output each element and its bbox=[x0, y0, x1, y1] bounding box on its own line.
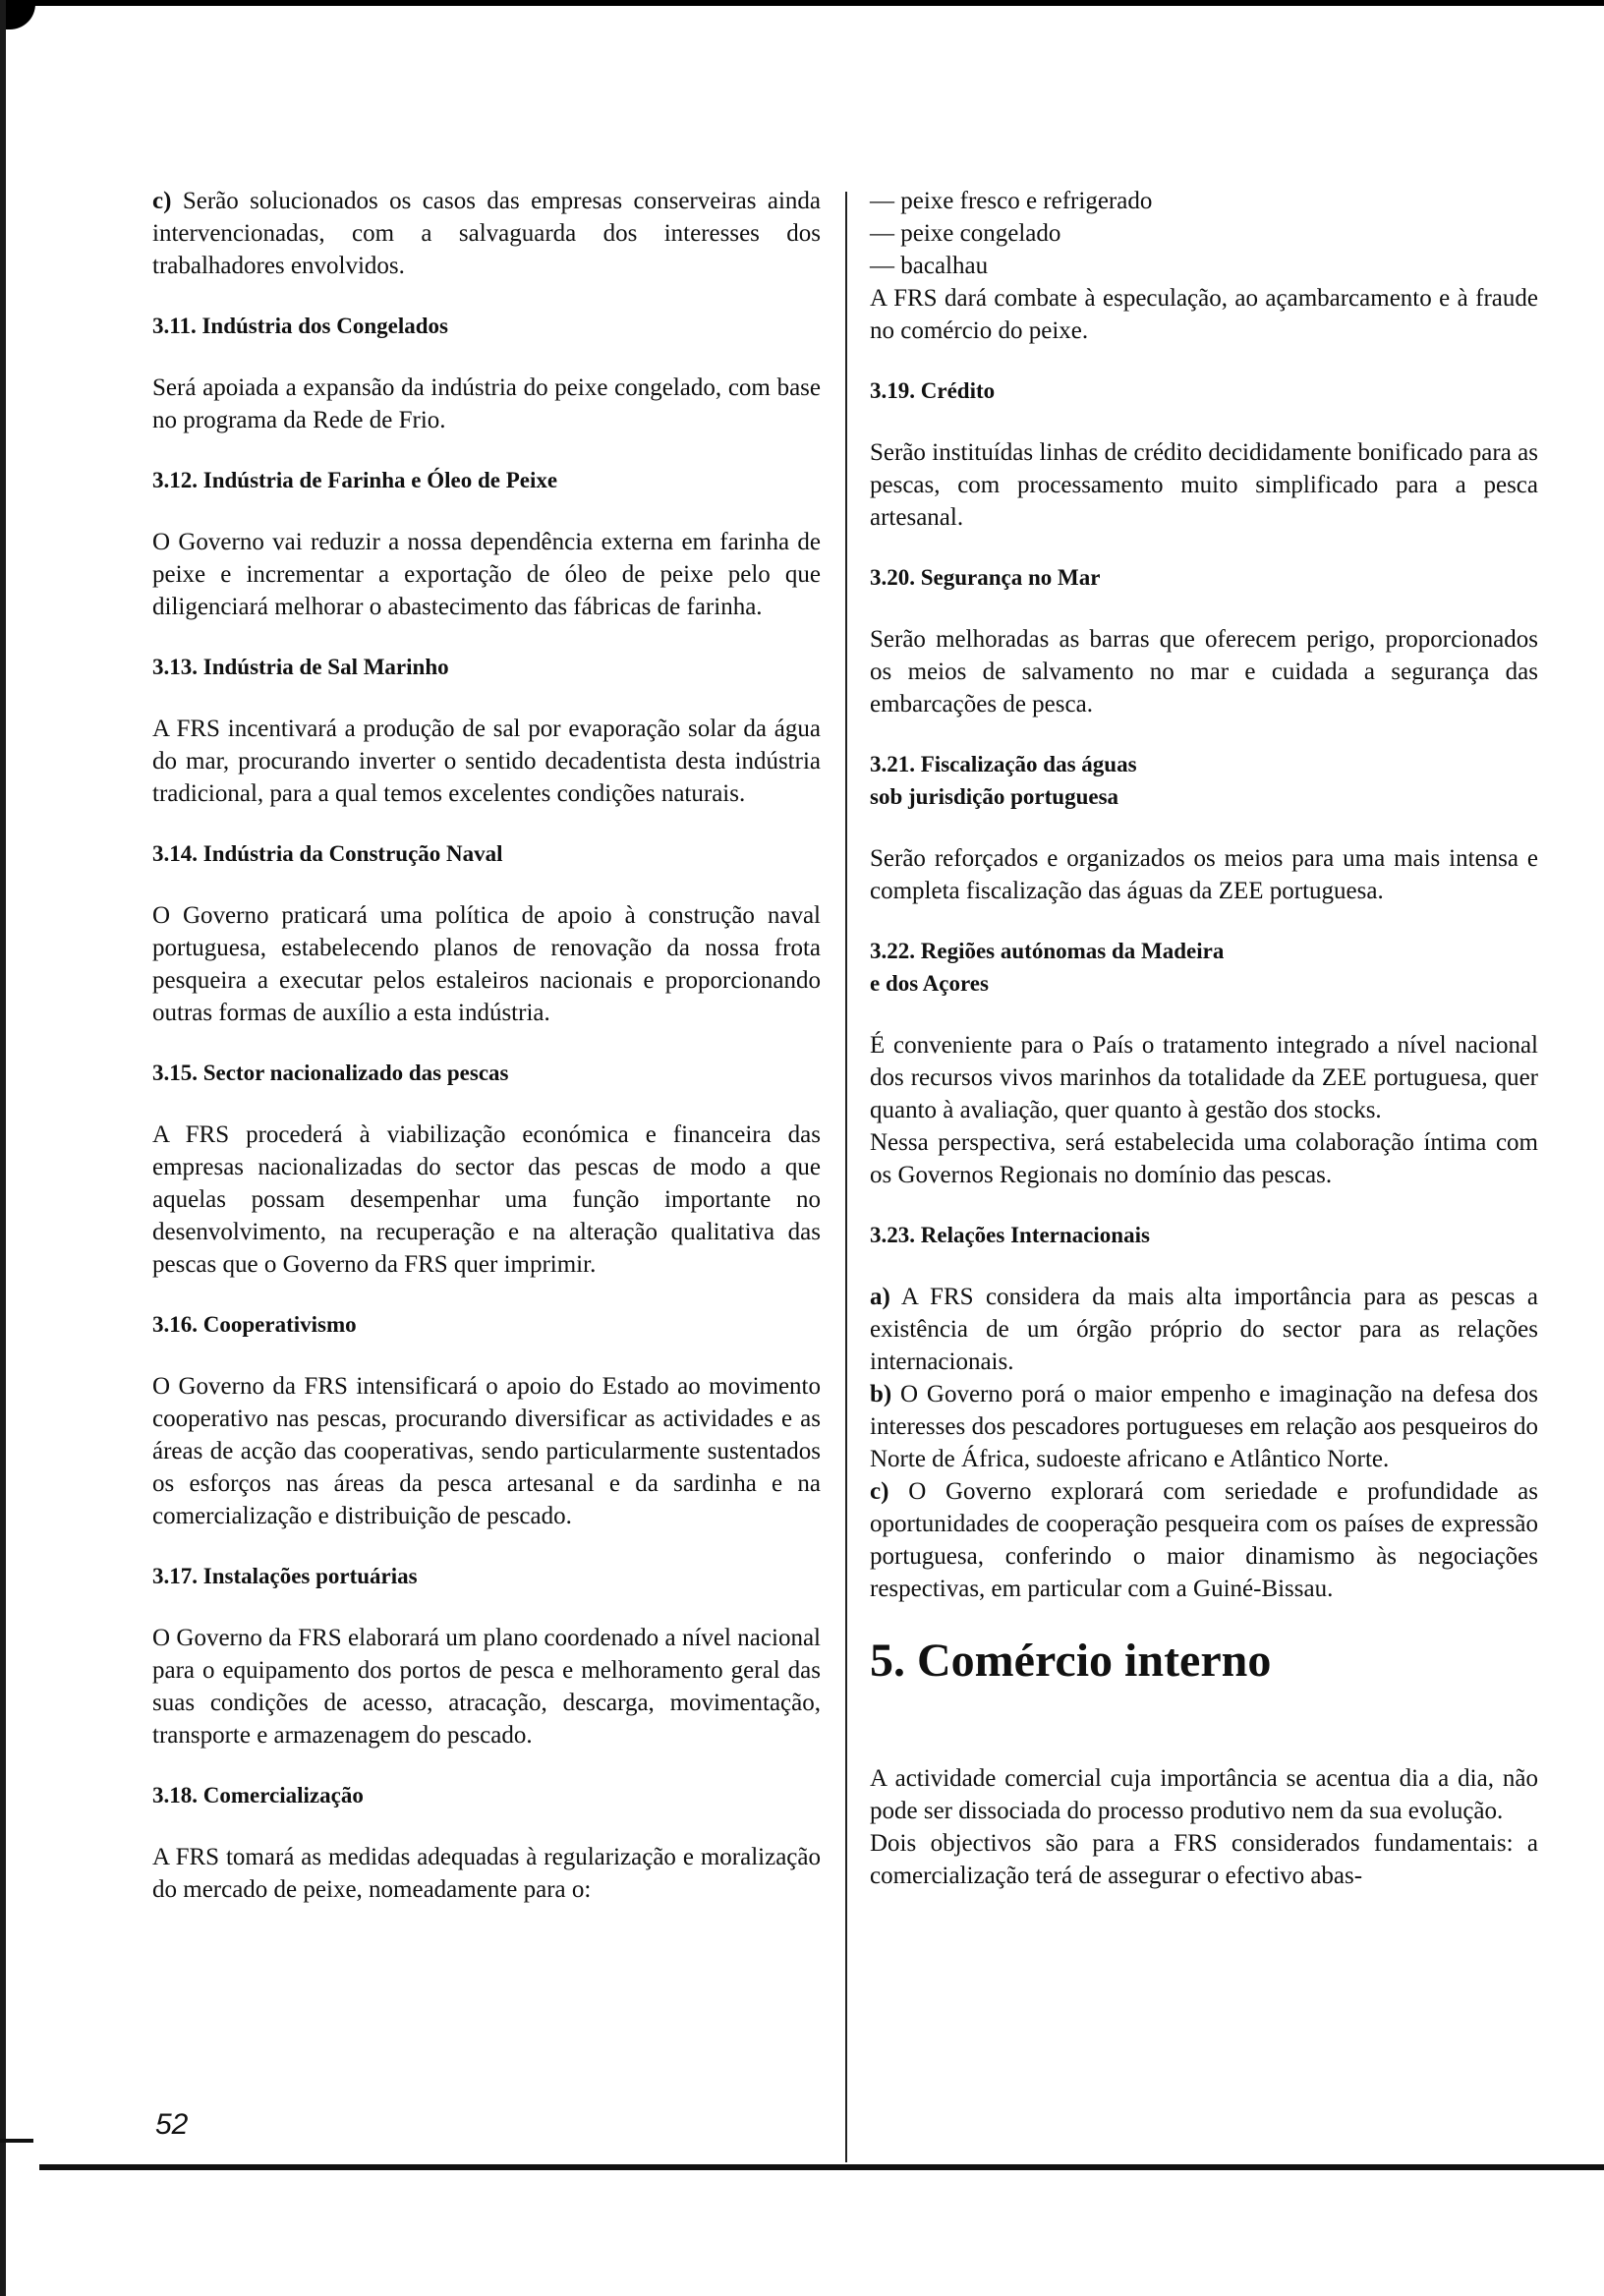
relations-item-a bbox=[870, 1281, 1538, 1378]
section-text: Serão instituídas linhas de crédito decididamente bonificado para as pescas, com processamento muito simplificado para a pesca artesanal. bbox=[870, 439, 1538, 531]
chapter-text: Dois objectivos são para a FRS considerados fundamentais: a comercialização terá de assegurar o efectivo abas- bbox=[870, 1830, 1538, 1889]
section-heading: 3.19. Crédito bbox=[870, 378, 996, 403]
section-text: Será apoiada a expansão da indústria do peixe congelado, com base no programa da Rede de Frio. bbox=[152, 374, 821, 433]
section-text: O Governo da FRS elaborará um plano coordenado a nível nacional para o equipamento dos portos de pesca e melhoramento geral das suas condições de acesso, atracação, descarga, movimentação, transporte e armazenagem do pescado. bbox=[152, 1625, 821, 1749]
section-text: A FRS dará combate à especulação, ao açambarcamento e à fraude no comércio do peixe. bbox=[870, 285, 1538, 344]
column-divider bbox=[845, 192, 847, 2162]
item-label: c) bbox=[870, 1478, 889, 1505]
list-item: — bacalhau bbox=[870, 253, 989, 279]
section-heading: 3.13. Indústria de Sal Marinho bbox=[152, 655, 449, 679]
section-heading: 3.20. Segurança no Mar bbox=[870, 565, 1101, 590]
section-text: A FRS tomará as medidas adequadas à regularização e moralização do mercado de peixe, nomeadamente para o: bbox=[152, 1844, 821, 1903]
section-heading: 3.18. Comercialização bbox=[152, 1783, 364, 1808]
scan-bottom-tick bbox=[0, 2139, 33, 2143]
item-text: A FRS considera da mais alta importância para as pescas a existência de um órgão próprio do sector para as relações internacionais. bbox=[870, 1284, 1538, 1375]
relations-item-b bbox=[870, 1378, 1538, 1475]
scan-border-left bbox=[0, 0, 6, 2296]
item-label: c) bbox=[152, 188, 172, 214]
heading-line: 3.22. Regiões autónomas da Madeira bbox=[870, 939, 1225, 963]
section-heading bbox=[870, 935, 1538, 1000]
section-text: A FRS incentivará a produção de sal por evaporação solar da água do mar, procurando inverter o sentido decadentista desta indústria tradicional, para a qual temos excelentes condições naturais. bbox=[152, 716, 821, 807]
section-text: O Governo da FRS intensificará o apoio do Estado ao movimento cooperativo nas pescas, procurando diversificar as actividades e as áreas de acção das cooperativas, sendo particularmente sustentados os esforços nas áreas da pesca artesanal e da sardinha e na comercialização e distribuição de pescado. bbox=[152, 1373, 821, 1529]
chapter-heading: 5. Comércio interno bbox=[870, 1635, 1272, 1687]
heading-line: sob jurisdição portuguesa bbox=[870, 784, 1119, 809]
section-text: O Governo vai reduzir a nossa dependência externa em farinha de peixe e incrementar a exportação de óleo de peixe pelo que diligenciará melhorar o abastecimento das fábricas de farinha. bbox=[152, 529, 821, 620]
section-text: É conveniente para o País o tratamento integrado a nível nacional dos recursos vivos marinhos da totalidade da ZEE portuguesa, quer quanto à avaliação, quer quanto à gestão dos stocks. bbox=[870, 1032, 1538, 1123]
item-label: b) bbox=[870, 1381, 892, 1407]
section-text: A FRS procederá à viabilização económica e financeira das empresas nacionalizadas do sector das pescas de modo a que aquelas possam desempenhar uma função importante no desenvolvimento, na recuperação e na alteração qualitativa das pescas que o Governo da FRS quer imprimir. bbox=[152, 1121, 821, 1278]
list-item: — peixe fresco e refrigerado bbox=[870, 188, 1153, 214]
section-heading: 3.15. Sector nacionalizado das pescas bbox=[152, 1061, 509, 1085]
section-heading: 3.17. Instalações portuárias bbox=[152, 1564, 418, 1588]
chapter-text: A actividade comercial cuja importância se acentua dia a dia, não pode ser dissociada do processo produtivo nem da sua evolução. bbox=[870, 1765, 1538, 1824]
relations-item-c bbox=[870, 1475, 1538, 1605]
scan-border-bottom bbox=[39, 2164, 1604, 2170]
page-number: 52 bbox=[155, 2108, 189, 2141]
item-label: a) bbox=[870, 1284, 890, 1310]
section-heading: 3.12. Indústria de Farinha e Óleo de Peixe bbox=[152, 468, 558, 492]
scan-border-top bbox=[0, 0, 1604, 6]
item-text: O Governo explorará com seriedade e profundidade as oportunidades de cooperação pesqueira com os países de expressão portuguesa, conferindo o maior dinamismo às negociações respectivas, em particular com a Guiné-Bissau. bbox=[870, 1478, 1539, 1602]
paragraph-text: Serão solucionados os casos das empresas conserveiras ainda intervencionadas, com a salvaguarda dos interesses dos trabalhadores envolvidos. bbox=[152, 188, 822, 279]
section-text: Nessa perspectiva, será estabelecida uma colaboração íntima com os Governos Regionais no domínio das pescas. bbox=[870, 1129, 1538, 1188]
right-column bbox=[870, 185, 1538, 1892]
left-column bbox=[152, 185, 821, 1933]
section-heading: 3.11. Indústria dos Congelados bbox=[152, 314, 448, 338]
item-text: O Governo porá o maior empenho e imaginação na defesa dos interesses dos pescadores portugueses em relação aos pesqueiros do Norte de África, sudoeste africano e Atlântico Norte. bbox=[870, 1381, 1539, 1472]
section-heading: 3.23. Relações Internacionais bbox=[870, 1223, 1150, 1247]
section-text: O Governo praticará uma política de apoio à construção naval portuguesa, estabelecendo planos de renovação da nossa frota pesqueira a executar pelos estaleiros nacionais e proporcionando outras formas de auxílio a esta indústria. bbox=[152, 902, 821, 1026]
heading-line: e dos Açores bbox=[870, 971, 989, 996]
section-heading: 3.14. Indústria da Construção Naval bbox=[152, 841, 503, 866]
section-heading: 3.16. Cooperativismo bbox=[152, 1312, 357, 1337]
section-text: Serão reforçados e organizados os meios para uma mais intensa e completa fiscalização das águas da ZEE portuguesa. bbox=[870, 845, 1538, 904]
paragraph-c bbox=[152, 185, 821, 282]
list-item: — peixe congelado bbox=[870, 220, 1061, 247]
section-heading bbox=[870, 748, 1538, 813]
section-text: Serão melhoradas as barras que oferecem perigo, proporcionados os meios de salvamento no mar e cuidada a segurança das embarcações de pesca. bbox=[870, 626, 1538, 718]
heading-line: 3.21. Fiscalização das águas bbox=[870, 752, 1137, 776]
